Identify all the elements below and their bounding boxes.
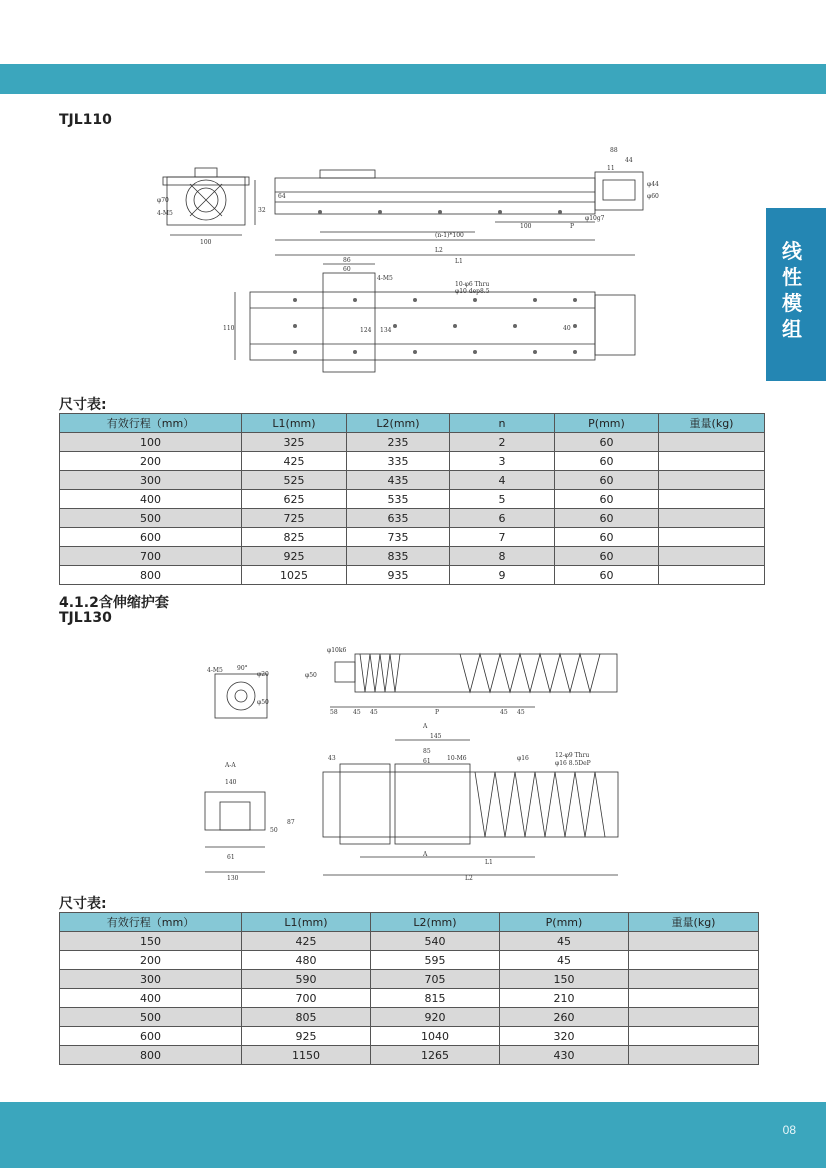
table-cell: 5 — [450, 490, 555, 509]
dim-label: 61 — [423, 758, 431, 765]
dim-label: φ10k6 — [327, 647, 347, 654]
table-cell — [629, 932, 759, 951]
table-cell: 1265 — [371, 1046, 500, 1065]
table-cell: 60 — [555, 509, 659, 528]
table-cell: 60 — [555, 452, 659, 471]
table-cell: 1150 — [242, 1046, 371, 1065]
table-row — [60, 490, 765, 509]
table-cell: 45 — [500, 951, 629, 970]
table-cell — [659, 566, 765, 585]
column-header: L1(mm) — [242, 414, 347, 433]
dim-label: P — [435, 709, 440, 716]
dim-label: φ16 8.5DeP — [555, 760, 591, 767]
table-cell: 8 — [450, 547, 555, 566]
table-cell: 425 — [242, 452, 347, 471]
dim-label: (n-1)*100 — [435, 232, 464, 239]
table-cell: 400 — [60, 989, 242, 1008]
table-cell: 725 — [242, 509, 347, 528]
table-cell — [659, 547, 765, 566]
dim-label: 124 — [360, 327, 372, 334]
table-cell: 100 — [60, 433, 242, 452]
dim-label: 90° — [237, 665, 248, 672]
table-cell — [659, 452, 765, 471]
dim-label: φ44 — [647, 181, 659, 188]
table-cell: 3 — [450, 452, 555, 471]
dimension-table-tjl110 — [59, 413, 765, 585]
drawing-tjl130 — [195, 632, 635, 882]
dim-label: 86 — [343, 257, 351, 264]
dim-label: A — [423, 723, 428, 730]
table-row — [60, 547, 765, 566]
table-cell: 735 — [347, 528, 450, 547]
table-cell: 200 — [60, 452, 242, 471]
table-cell: 625 — [242, 490, 347, 509]
table-cell: 500 — [60, 1008, 242, 1027]
dim-label: L1 — [455, 258, 463, 265]
table-row — [60, 932, 759, 951]
table-cell: 60 — [555, 528, 659, 547]
dim-label: 61 — [227, 854, 235, 861]
dim-label: 32 — [258, 207, 266, 214]
dim-label: 100 — [520, 223, 532, 230]
table-header-row — [60, 913, 759, 932]
table-cell: 480 — [242, 951, 371, 970]
table-cell: 540 — [371, 932, 500, 951]
table-cell: 700 — [242, 989, 371, 1008]
dim-label: 10-φ6 Thru — [455, 281, 490, 288]
dim-label: A — [423, 851, 428, 858]
table-cell: 150 — [500, 970, 629, 989]
table-cell: 535 — [347, 490, 450, 509]
side-tab-char: 线 — [782, 239, 802, 263]
dim-label: L2 — [465, 875, 473, 882]
dim-label: φ70 — [157, 197, 169, 204]
table-cell: 320 — [500, 1027, 629, 1046]
table-row — [60, 433, 765, 452]
table-cell: 825 — [242, 528, 347, 547]
page-number: 08 — [782, 1123, 796, 1137]
table-row — [60, 452, 765, 471]
dim-label: 100 — [200, 239, 212, 246]
table-cell — [659, 433, 765, 452]
dim-label: 45 — [370, 709, 378, 716]
column-header: 有效行程（mm） — [60, 414, 242, 433]
dimension-table-tjl130 — [59, 912, 759, 1065]
dim-label: 11 — [607, 165, 615, 172]
table-cell: 60 — [555, 547, 659, 566]
table-row — [60, 970, 759, 989]
table-cell: 7 — [450, 528, 555, 547]
column-header: L2(mm) — [371, 913, 500, 932]
dim-label: φ10g7 — [585, 215, 605, 222]
table-cell: 800 — [60, 566, 242, 585]
table-cell: 9 — [450, 566, 555, 585]
table-cell: 925 — [242, 1027, 371, 1046]
table-cell: 925 — [242, 547, 347, 566]
table-cell: 595 — [371, 951, 500, 970]
dim-label: 45 — [500, 709, 508, 716]
side-tab-label — [766, 238, 818, 342]
table-cell: 635 — [347, 509, 450, 528]
table-row — [60, 509, 765, 528]
table-cell: 300 — [60, 970, 242, 989]
dim-label: 58 — [330, 709, 338, 716]
table-cell: 200 — [60, 951, 242, 970]
table-cell: 600 — [60, 528, 242, 547]
table-cell: 935 — [347, 566, 450, 585]
table-cell — [659, 509, 765, 528]
table-row — [60, 528, 765, 547]
table-cell — [659, 471, 765, 490]
side-tab-char: 组 — [782, 317, 802, 341]
table-cell: 210 — [500, 989, 629, 1008]
dim-label: 45 — [517, 709, 525, 716]
table-cell: 805 — [242, 1008, 371, 1027]
dim-label: 110 — [223, 325, 235, 332]
dim-label: 87 — [287, 819, 295, 826]
dim-label: φ50 — [305, 672, 317, 679]
table-cell: 60 — [555, 471, 659, 490]
dim-label: 45 — [353, 709, 361, 716]
table-cell — [629, 970, 759, 989]
dim-label: 10-M6 — [447, 755, 467, 762]
column-header: P(mm) — [555, 414, 659, 433]
footer-band — [0, 1102, 826, 1168]
dim-label: 130 — [227, 875, 239, 882]
column-header: L1(mm) — [242, 913, 371, 932]
table-title-1: 尺寸表: — [59, 397, 107, 413]
table-cell: 700 — [60, 547, 242, 566]
dim-label: 4-M5 — [157, 210, 173, 217]
table-cell: 815 — [371, 989, 500, 1008]
table-cell: 6 — [450, 509, 555, 528]
dim-label: 50 — [270, 827, 278, 834]
dim-label: A-A — [225, 762, 236, 769]
table-cell — [629, 951, 759, 970]
dim-label: φ50 — [257, 699, 269, 706]
table-cell: 800 — [60, 1046, 242, 1065]
header-band — [0, 64, 826, 94]
table-cell: 4 — [450, 471, 555, 490]
dim-label: 145 — [430, 733, 442, 740]
table-row — [60, 1027, 759, 1046]
table-cell — [629, 1008, 759, 1027]
table-cell: 45 — [500, 932, 629, 951]
table-header-row — [60, 414, 765, 433]
table-cell: 920 — [371, 1008, 500, 1027]
table-cell: 1025 — [242, 566, 347, 585]
table-row — [60, 471, 765, 490]
column-header: 重量(kg) — [629, 913, 759, 932]
dim-label: φ60 — [647, 193, 659, 200]
column-header: 有效行程（mm） — [60, 913, 242, 932]
dim-label: 44 — [625, 157, 633, 164]
section-heading: 4.1.2含伸缩护套 — [59, 595, 169, 611]
table-cell: 235 — [347, 433, 450, 452]
table-cell: 335 — [347, 452, 450, 471]
model-title-tjl110: TJL110 — [59, 112, 112, 128]
table-cell: 300 — [60, 471, 242, 490]
table-cell: 60 — [555, 490, 659, 509]
dim-label: 85 — [423, 748, 431, 755]
side-tab-char: 模 — [782, 291, 802, 315]
dim-label: 88 — [610, 147, 618, 154]
table-cell: 425 — [242, 932, 371, 951]
table-cell: 400 — [60, 490, 242, 509]
dim-label: 60 — [343, 266, 351, 273]
table-cell: 500 — [60, 509, 242, 528]
table-cell: 1040 — [371, 1027, 500, 1046]
dim-label: 43 — [328, 755, 336, 762]
drawing-tjl110 — [155, 140, 675, 380]
table-cell: 525 — [242, 471, 347, 490]
table-cell: 260 — [500, 1008, 629, 1027]
table-cell: 590 — [242, 970, 371, 989]
dim-label: φ10 dep8.5 — [455, 288, 490, 295]
dim-label: 64 — [278, 193, 286, 200]
dim-label: φ16 — [517, 755, 529, 762]
table-title-2: 尺寸表: — [59, 896, 107, 912]
table-cell: 600 — [60, 1027, 242, 1046]
table-row — [60, 566, 765, 585]
model-title-tjl130: TJL130 — [59, 610, 112, 626]
table-cell: 60 — [555, 433, 659, 452]
table-cell: 430 — [500, 1046, 629, 1065]
dim-label: L2 — [435, 247, 443, 254]
dim-label: 40 — [563, 325, 571, 332]
table-cell — [629, 989, 759, 1008]
table-cell: 705 — [371, 970, 500, 989]
dim-label: 12-φ9 Thru — [555, 752, 590, 759]
side-tab-char: 性 — [782, 265, 802, 289]
table-cell: 325 — [242, 433, 347, 452]
table-cell — [659, 490, 765, 509]
table-row — [60, 1046, 759, 1065]
column-header: P(mm) — [500, 913, 629, 932]
column-header: 重量(kg) — [659, 414, 765, 433]
table-cell — [629, 1046, 759, 1065]
table-cell: 2 — [450, 433, 555, 452]
table-cell — [659, 528, 765, 547]
dim-label: L1 — [485, 859, 493, 866]
column-header: L2(mm) — [347, 414, 450, 433]
dim-label: P — [570, 223, 575, 230]
table-cell: 435 — [347, 471, 450, 490]
side-tab[interactable] — [766, 208, 826, 381]
dim-label: 4-M5 — [377, 275, 393, 282]
dim-label: 4-M5 — [207, 667, 223, 674]
table-row — [60, 1008, 759, 1027]
dim-label: φ20 — [257, 671, 269, 678]
dim-label: 134 — [380, 327, 392, 334]
table-row — [60, 951, 759, 970]
table-cell: 835 — [347, 547, 450, 566]
column-header: n — [450, 414, 555, 433]
table-cell: 150 — [60, 932, 242, 951]
table-row — [60, 989, 759, 1008]
table-cell: 60 — [555, 566, 659, 585]
dim-label: 140 — [225, 779, 237, 786]
table-cell — [629, 1027, 759, 1046]
